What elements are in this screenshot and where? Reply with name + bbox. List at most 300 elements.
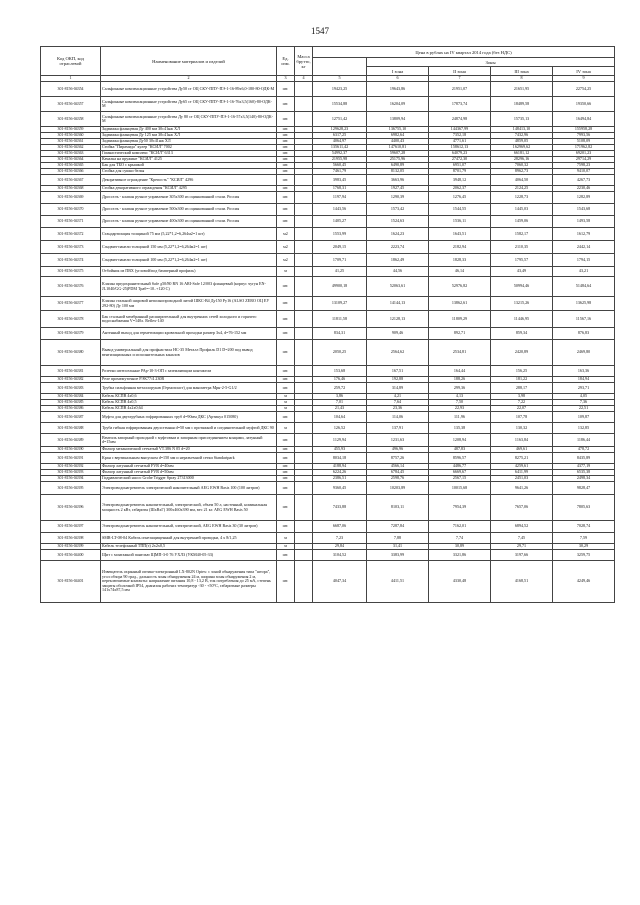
row-price-zone-2: 4,13 (429, 394, 491, 400)
row-base-price: 49900,18 (313, 277, 367, 297)
row-price-zone-4: 7,36 (553, 400, 615, 406)
row-price-zone-3: 1445,03 (491, 204, 553, 216)
row-price-zone-2: 2534,81 (429, 340, 491, 366)
row-unit: шт. (277, 157, 295, 163)
row-unit: м (277, 544, 295, 550)
row-name: Фильтр латунный сетчатый FVR d=50мм (101, 470, 277, 476)
table-row (41, 366, 615, 377)
row-base-price: 7461,79 (313, 169, 367, 175)
row-price-zone-2: 164,44 (429, 366, 491, 377)
row-price-zone-4: 3259,75 (553, 550, 615, 561)
row-price-zone-3: 4168,51 (491, 561, 553, 603)
row-price-zone-1: 114,06 (367, 412, 429, 423)
row-name: Сальфонные компенсационные устройства Ду65 ст ОЦ СКУ-ППУ-ПЭ-1-16-76х3,5(160)-80-ОДК-М (101, 97, 277, 112)
row-base-price: 29,84 (313, 544, 367, 550)
table-body (41, 82, 615, 603)
row-code: 301-8156-04384 (41, 394, 101, 400)
row-unit: шт. (277, 464, 295, 470)
row-name: Электроводонагреватель накопительный, электрический, объем 50 л, настенный, номинальная мощность 2 кВт, габариты (ШхВхГ) 300х460х390 мм, вес 21 кг. AEG EWH Basis 50 (101, 495, 277, 521)
row-price-zone-2: 46,14 (429, 267, 491, 277)
table-header (41, 47, 615, 82)
row-name: Сэндвич-панели толщиной 100 мм (5,22*1,2=6,264м2=1 шт) (101, 254, 277, 267)
row-price-zone-4: 22,51 (553, 406, 615, 412)
row-code: 301-8156-04362 (41, 145, 101, 151)
row-price-zone-1: 1927,45 (367, 186, 429, 192)
row-price-zone-3: 4859,05 (491, 139, 553, 145)
row-price-zone-2: 2567,15 (429, 476, 491, 482)
row-code: 301-8156-04373 (41, 241, 101, 254)
row-base-price: 135611,42 (313, 145, 367, 151)
row-price-zone-1: 8103,11 (367, 495, 429, 521)
row-price-zone-3: 130,32 (491, 423, 553, 434)
header-code-note: отраслевой (59, 61, 82, 66)
row-price-zone-3: 181,22 (491, 377, 553, 383)
row-price-zone-1: 2598,76 (367, 476, 429, 482)
row-code: 301-8156-04368 (41, 186, 101, 192)
row-unit: м (277, 533, 295, 544)
row-mass (295, 561, 313, 603)
row-price-zone-4: 2469,80 (553, 340, 615, 366)
row-code: 301-8156-04377 (41, 297, 101, 311)
row-price-zone-3: 1228,73 (491, 192, 553, 204)
row-name: Фильтр латунный сетчатый FVR d=40мм (101, 464, 277, 470)
row-price-zone-4: 7598,23 (553, 163, 615, 169)
row-code: 301-8156-04360 (41, 133, 101, 139)
row-price-zone-3: 4259,61 (491, 464, 553, 470)
row-price-zone-1: 59607,28 (367, 151, 429, 157)
row-base-price: 6224,26 (313, 470, 367, 476)
table-row (41, 521, 615, 533)
row-price-zone-1: 12128,13 (367, 311, 429, 328)
row-code: 301-8156-04363 (41, 151, 101, 157)
row-price-zone-1: 4411,51 (367, 561, 429, 603)
row-price-zone-1: 6784,45 (367, 470, 429, 476)
row-price-zone-3: 156,25 (491, 366, 553, 377)
row-unit: м (277, 400, 295, 406)
row-price-zone-4: 7028,74 (553, 521, 615, 533)
row-unit: шт. (277, 186, 295, 192)
row-price-zone-1: 13809,94 (367, 112, 429, 127)
row-price-zone-3: 3197,66 (491, 550, 553, 561)
row-price-zone-2: 892,71 (429, 328, 491, 340)
row-base-price: 21,43 (313, 406, 367, 412)
row-price-zone-1: 8132,05 (367, 169, 429, 175)
row-price-zone-4: 109,87 (553, 412, 615, 423)
row-code: 301-8156-04393 (41, 470, 101, 476)
row-unit: шт. (277, 151, 295, 157)
row-unit: шт. (277, 133, 295, 139)
row-price-zone-3: 9641,26 (491, 482, 553, 495)
row-price-zone-2: 4486,77 (429, 464, 491, 470)
row-name: Стойка декоративного ограждения "КСИЛ" 4295 (101, 186, 277, 192)
row-unit: шт. (277, 328, 295, 340)
row-price-zone-3: 7060,32 (491, 163, 553, 169)
row-price-zone-2: 24874,98 (429, 112, 491, 127)
row-price-zone-2: 1536,11 (429, 216, 491, 228)
row-base-price: 4188,94 (313, 464, 367, 470)
row-base-price: 19423,25 (313, 82, 367, 97)
row-unit: шт. (277, 192, 295, 204)
row-name: Антенный выход для герметизации кровельной проходки размер 3х4, d=76-152 мм (101, 328, 277, 340)
row-base-price: 6687,06 (313, 521, 367, 533)
table-row (41, 241, 615, 254)
row-name: Щит с монтажной панелью ЩМП-3-0 76 УХЛ3 (УКМ40-05-33) (101, 550, 277, 561)
table-row (41, 423, 615, 434)
row-price-zone-3: 6411,99 (491, 470, 553, 476)
header-zone-3: III зона (491, 67, 553, 76)
row-price-zone-1: 7,64 (367, 400, 429, 406)
row-unit: м (277, 267, 295, 277)
header-name: Наименование материалов и изделий (101, 47, 277, 76)
row-price-zone-4: 2442,14 (553, 241, 615, 254)
row-base-price: 1553,99 (313, 228, 367, 241)
row-price-zone-1: 44,56 (367, 267, 429, 277)
row-price-zone-3: 162969,62 (491, 145, 553, 151)
row-price-zone-1: 6982,64 (367, 133, 429, 139)
row-price-zone-2: 158612,13 (429, 145, 491, 151)
row-code: 301-8156-04392 (41, 464, 101, 470)
row-price-zone-1: 23,36 (367, 406, 429, 412)
row-mass (295, 241, 313, 254)
row-price-zone-2: 10015,68 (429, 482, 491, 495)
row-price-zone-4: 30,29 (553, 544, 615, 550)
row-price-zone-2: 22,93 (429, 406, 491, 412)
row-code: 301-8156-04371 (41, 216, 101, 228)
header-code-label: Код ОКП, код (57, 56, 84, 61)
row-base-price: 2050,25 (313, 340, 367, 366)
row-unit: м2 (277, 241, 295, 254)
row-price-zone-3: 22,07 (491, 406, 553, 412)
row-base-price: 3,86 (313, 394, 367, 400)
row-code: 301-8156-04399 (41, 544, 101, 550)
row-price-zone-4: 478,72 (553, 447, 615, 453)
row-name: Клапан стальной шаровой неполнопроходной литой ШКС-В4 Ду150 Ру16 (ALSO ZERO ОЦ ЕУ 292-80) Ду 100 мм (101, 297, 277, 311)
row-base-price: 1709,71 (313, 254, 367, 267)
row-price-zone-2: 7352,18 (429, 133, 491, 139)
table-row (41, 533, 615, 544)
row-price-zone-2: 8701,79 (429, 169, 491, 175)
row-code: 301-8156-04386 (41, 406, 101, 412)
row-code: 301-8156-04380 (41, 340, 101, 366)
row-price-zone-4: 132,85 (553, 423, 615, 434)
row-price-zone-3: 29,71 (491, 544, 553, 550)
row-price-zone-1: 4,21 (367, 394, 429, 400)
row-code: 301-8156-04388 (41, 423, 101, 434)
row-price-zone-4: 7993,56 (553, 133, 615, 139)
row-unit: шт. (277, 447, 295, 453)
row-price-zone-3: 1582,17 (491, 228, 553, 241)
row-base-price: 1197,94 (313, 192, 367, 204)
row-unit: шт. (277, 277, 295, 297)
row-price-zone-3: 2451,03 (491, 476, 553, 482)
row-base-price: 4064,97 (313, 139, 367, 145)
row-base-price: 5660,45 (313, 163, 367, 169)
row-price-zone-2: 2182,94 (429, 241, 491, 254)
row-price-zone-4: 1794,15 (553, 254, 615, 267)
row-name: Труба гибкая гофрированная двухстенная d=50 мм с протяжкой и соединительной муфтой ДКС 90 (101, 423, 277, 434)
row-code: 301-8156-04394 (41, 476, 101, 482)
table-row (41, 277, 615, 297)
row-name: Трубка сильфонная металлорукав (Гермопласт) для манометра Мрн-2-5-G1/2 (101, 383, 277, 394)
row-base-price: 455,93 (313, 447, 367, 453)
row-base-price: 12751,42 (313, 112, 367, 127)
row-code: 301-8156-04376 (41, 277, 101, 297)
row-price-zone-4: 8435,89 (553, 453, 615, 464)
row-unit: шт. (277, 482, 295, 495)
row-mass (295, 533, 313, 544)
row-price-zone-1: 25175,96 (367, 157, 429, 163)
row-base-price: 11811,58 (313, 311, 367, 328)
table-row (41, 550, 615, 561)
row-price-zone-3: 469,61 (491, 447, 553, 453)
table-row (41, 328, 615, 340)
row-price-zone-3: 1163,84 (491, 434, 553, 447)
row-price-zone-2: 27472,30 (429, 157, 491, 163)
row-code: 301-8156-04365 (41, 163, 101, 169)
row-price-zone-4: 163,36 (553, 366, 615, 377)
row-price-zone-3: 11446,95 (491, 311, 553, 328)
table-row (41, 561, 615, 603)
row-base-price: 1129,94 (313, 434, 367, 447)
row-mass (295, 550, 313, 561)
row-unit: шт. (277, 204, 295, 216)
row-mass (295, 423, 313, 434)
row-price-zone-4: 4377,19 (553, 464, 615, 470)
header-colnum: 6 (367, 76, 429, 82)
row-price-zone-4: 184,94 (553, 377, 615, 383)
row-mass (295, 175, 313, 186)
row-name: Извещатель охранный оптико-электронный LX-802N Optex: с зоной обнаружения типа "штора", угол обзора 90 град., дальность зоны обнаружения 24 м, ширина зоны обнаружения 2 м, переключаемые контакты: напряжение питания 10,8 - 13,2 В, ток потребления до 25 мА, степень защиты оболочкой IP54, диапазон рабочих температур -30 - +50°С, габаритные размеры 141х74х87,5 мм (101, 561, 277, 603)
row-price-zone-4: 16494,84 (553, 112, 615, 127)
row-unit: шт. (277, 82, 295, 97)
row-price-zone-3: 3,98 (491, 394, 553, 400)
row-code: 301-8156-04383 (41, 383, 101, 394)
row-price-zone-4: 171962,82 (553, 145, 615, 151)
row-name: Реле промежуточное РЭК77/4 230В (101, 377, 277, 383)
page-number: 1547 (311, 26, 329, 36)
row-price-zone-2: 3948,12 (429, 175, 491, 186)
row-price-zone-3: 107,78 (491, 412, 553, 423)
row-base-price: 104,64 (313, 412, 367, 423)
row-price-zone-1: 136755,10 (367, 127, 429, 133)
row-code: 301-8156-04381 (41, 366, 101, 377)
row-base-price: 8034,18 (313, 453, 367, 464)
row-price-zone-4: 1493,58 (553, 216, 615, 228)
row-price-zone-1: 496,96 (367, 447, 429, 453)
row-price-zone-1: 7,88 (367, 533, 429, 544)
row-price-zone-4: 19350,66 (553, 97, 615, 112)
row-base-price: 3104,52 (313, 550, 367, 561)
row-code: 301-8156-04401 (41, 561, 101, 603)
row-unit: шт. (277, 127, 295, 133)
row-price-zone-4: 4267,73 (553, 175, 615, 186)
row-price-zone-1: 14144,13 (367, 297, 429, 311)
row-unit: м (277, 406, 295, 412)
row-base-price: 41,25 (313, 267, 367, 277)
row-name: Гимнастический комплекс "КСИЛ" 6313 (101, 151, 277, 157)
row-mass (295, 311, 313, 328)
header-zone-2: II зона (429, 67, 491, 76)
row-unit: м2 (277, 228, 295, 241)
row-base-price: 4047,34 (313, 561, 367, 603)
row-price-zone-2: 64079,23 (429, 151, 491, 157)
header-prices: Цена в рублях на IV квартал 2014 года (без НДС) (313, 47, 615, 58)
header-unit: Ед. изм. (277, 47, 295, 76)
row-code: 301-8156-04374 (41, 254, 101, 267)
row-mass (295, 192, 313, 204)
row-price-zone-2: 2062,37 (429, 186, 491, 192)
row-price-zone-4: 4249,46 (553, 561, 615, 603)
row-name: Электроводонагреватель электрический накопительный AEG EWH Basis 100 (100 литров) (101, 482, 277, 495)
row-code: 301-8156-04366 (41, 169, 101, 175)
row-price-zone-3: 288,17 (491, 383, 553, 394)
row-price-zone-3: 1795,57 (491, 254, 553, 267)
row-price-zone-1: 19643,86 (367, 82, 429, 97)
row-unit: шт. (277, 216, 295, 228)
row-price-zone-1: 16204,09 (367, 97, 429, 112)
row-code: 301-8156-04387 (41, 412, 101, 423)
row-price-zone-3: 8275,21 (491, 453, 553, 464)
row-price-zone-1: 3383,99 (367, 550, 429, 561)
header-colnum: 8 (491, 76, 553, 82)
row-name: Декоративное ограждение "Крепость" "КСИЛ" 4296 (101, 175, 277, 186)
row-mass (295, 482, 313, 495)
row-price-zone-2: 21951,07 (429, 82, 491, 97)
row-price-zone-2: 111,96 (429, 412, 491, 423)
row-price-zone-4: 1612,79 (553, 228, 615, 241)
header-code (41, 47, 101, 76)
row-base-price: 126,52 (313, 423, 367, 434)
header-zone-1: I зона (367, 67, 429, 76)
row-price-zone-1: 137,91 (367, 423, 429, 434)
row-unit: шт. (277, 476, 295, 482)
row-name: Гидравлический насос Grohe Trigger Spray 27313000 (101, 476, 277, 482)
row-mass (295, 495, 313, 521)
row-price-zone-2: 7,74 (429, 533, 491, 544)
row-price-zone-3: 13215,26 (491, 297, 553, 311)
row-mass (295, 412, 313, 423)
row-code: 301-8156-04354 (41, 82, 101, 97)
row-unit: шт. (277, 434, 295, 447)
row-mass (295, 366, 313, 377)
row-price-zone-2: 299,36 (429, 383, 491, 394)
row-base-price: 153,68 (313, 366, 367, 377)
row-price-zone-1: 314,89 (367, 383, 429, 394)
row-code: 301-8156-04390 (41, 447, 101, 453)
row-name: SMR-LT-08-04 Кабель огнезащищенный для внутренней проводки, 4 х 8/1,25 (101, 533, 277, 544)
row-price-zone-2: 6951,07 (429, 163, 491, 169)
row-price-zone-3: 15735,13 (491, 112, 553, 127)
row-unit: шт. (277, 561, 295, 603)
row-mass (295, 328, 313, 340)
header-colnum: 4 (295, 76, 313, 82)
row-unit: шт. (277, 521, 295, 533)
row-name: Фильтр механический сетчатый VT.386 N 05 d=20 (101, 447, 277, 453)
row-name: Вывод универсальный для профнастила НС-35 Металл Профиль D1 D=200 под вывод вентиляционных и исполнительных каналов (101, 340, 277, 366)
row-price-zone-4: 13625,98 (553, 297, 615, 311)
row-base-price: 1443,56 (313, 204, 367, 216)
row-code: 301-8156-04382 (41, 377, 101, 383)
row-price-zone-1: 10203,89 (367, 482, 429, 495)
row-code: 301-8156-04357 (41, 97, 101, 112)
row-mass (295, 340, 313, 366)
row-unit: шт. (277, 550, 295, 561)
row-name: Отбойник из ПВХ (угловой/под бамперный профиль) (101, 267, 277, 277)
row-name: Кабель КСПВ 4х2х0,64 (101, 406, 277, 412)
row-name: Кабель телефонный ТПП(э) 2х2х0,5 (101, 544, 277, 550)
row-price-zone-1: 4566,14 (367, 464, 429, 470)
row-name: Бак для ТБО с крышкой (101, 163, 277, 169)
row-price-zone-4: 1282,89 (553, 192, 615, 204)
row-price-zone-2: 487,83 (429, 447, 491, 453)
row-code: 301-8156-04369 (41, 192, 101, 204)
row-price-zone-4: 6535,38 (553, 470, 615, 476)
row-price-zone-2: 6669,67 (429, 470, 491, 476)
row-mass (295, 216, 313, 228)
table-row (41, 228, 615, 241)
row-unit: шт. (277, 453, 295, 464)
row-price-zone-4: 9828,47 (553, 482, 615, 495)
row-unit: шт. (277, 145, 295, 151)
row-unit: шт. (277, 412, 295, 423)
row-price-zone-3: 50994,46 (491, 277, 553, 297)
row-price-zone-3: 7657,06 (491, 495, 553, 521)
row-price-zone-3: 28296,16 (491, 157, 553, 163)
row-price-zone-2: 1208,94 (429, 434, 491, 447)
row-price-zone-2: 3321,86 (429, 550, 491, 561)
row-mass (295, 383, 313, 394)
row-price-zone-1: 6490,89 (367, 163, 429, 169)
row-price-zone-4: 155958,28 (553, 127, 615, 133)
row-base-price: 7,01 (313, 400, 367, 406)
row-name: Задвижка фланцевая Ду 400 мм 30с41нж ХЛ (101, 127, 277, 133)
row-unit: шт. (277, 297, 295, 311)
row-unit: шт. (277, 139, 295, 145)
row-price-zone-4: 11567,16 (553, 311, 615, 328)
row-price-zone-4: 1543,68 (553, 204, 615, 216)
row-price-zone-1: 1231,63 (367, 434, 429, 447)
row-price-zone-3: 1459,06 (491, 216, 553, 228)
table-row (41, 216, 615, 228)
row-base-price: 834,31 (313, 328, 367, 340)
table-row (41, 97, 615, 112)
row-unit: шт. (277, 163, 295, 169)
row-unit: м (277, 394, 295, 400)
row-code: 301-8156-04359 (41, 127, 101, 133)
row-base-price: 2386,51 (313, 476, 367, 482)
row-name: Сальфонные компенсационные устройства Ду 80 ст ОЦ СКУ-ППУ-ПЭ-1-16-57х3,5(140)-80-ОДК-М (101, 112, 277, 127)
row-price-zone-1: 2564,62 (367, 340, 429, 366)
row-name: Дросселъ - клапан ручное управление 500х300 из оцинкованной стали. Россия (101, 204, 277, 216)
row-mass (295, 97, 313, 112)
row-price-zone-2: 135,38 (429, 423, 491, 434)
row-unit: шт. (277, 175, 295, 186)
row-price-zone-4: 7,59 (553, 533, 615, 544)
row-base-price: 259,72 (313, 383, 367, 394)
row-mass (295, 82, 313, 97)
table-row (41, 311, 615, 328)
header-colnum: 5 (313, 76, 367, 82)
row-mass (295, 112, 313, 127)
row-base-price: 6317,25 (313, 133, 367, 139)
row-price-zone-2: 52976,82 (429, 277, 491, 297)
table-row (41, 112, 615, 127)
row-price-zone-4: 2498,34 (553, 476, 615, 482)
row-price-zone-3: 6894,52 (491, 521, 553, 533)
header-mass: Масса брутто, кг (295, 47, 313, 76)
row-price-zone-2: 17873,74 (429, 97, 491, 112)
row-price-zone-4: 2230,46 (553, 186, 615, 192)
